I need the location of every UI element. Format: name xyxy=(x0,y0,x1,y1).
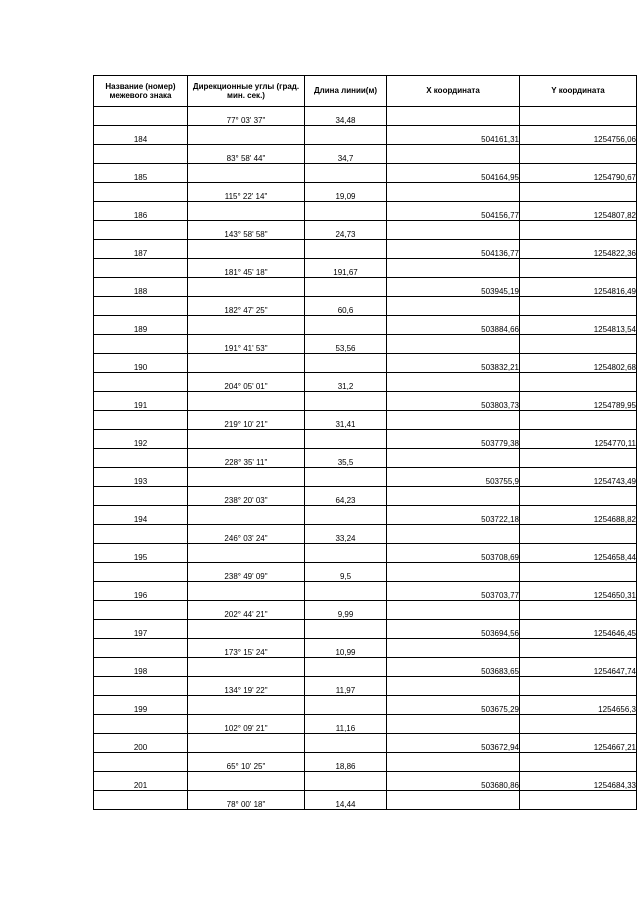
x-cell-empty xyxy=(387,753,520,772)
name-cell-empty xyxy=(94,411,188,430)
name-cell-empty xyxy=(94,183,188,202)
angle-cell-empty xyxy=(188,126,305,145)
angle-cell-empty xyxy=(188,582,305,601)
length-cell: 11,97 xyxy=(305,677,387,696)
angle-cell: 204° 05' 01" xyxy=(188,373,305,392)
y-coordinate-cell: 1254789,95 xyxy=(520,392,637,411)
point-name-cell: 193 xyxy=(94,468,188,487)
segment-row xyxy=(94,221,637,240)
y-coordinate-cell: 1254656,3 xyxy=(520,696,637,715)
x-cell-empty xyxy=(387,107,520,126)
angle-cell-empty xyxy=(188,734,305,753)
x-cell-empty xyxy=(387,373,520,392)
y-coordinate-cell: 1254688,82 xyxy=(520,506,637,525)
name-cell-empty xyxy=(94,677,188,696)
length-cell-empty xyxy=(305,316,387,335)
x-coordinate-cell: 503832,21 xyxy=(387,354,520,373)
x-cell-empty xyxy=(387,677,520,696)
boundary-coordinates-table xyxy=(93,75,637,810)
segment-row xyxy=(94,601,637,620)
length-cell: 35,5 xyxy=(305,449,387,468)
length-cell: 14,44 xyxy=(305,791,387,810)
point-row xyxy=(94,316,637,335)
x-coordinate-cell: 504156,77 xyxy=(387,202,520,221)
header-name: Название (номер) межевого знака xyxy=(94,76,188,107)
x-coordinate-cell: 503680,86 xyxy=(387,772,520,791)
point-row xyxy=(94,620,637,639)
angle-cell: 134° 19' 22" xyxy=(188,677,305,696)
y-cell-empty xyxy=(520,601,637,620)
length-cell: 33,24 xyxy=(305,525,387,544)
angle-cell: 102° 09' 21" xyxy=(188,715,305,734)
length-cell: 9,5 xyxy=(305,563,387,582)
y-coordinate-cell: 1254822,36 xyxy=(520,240,637,259)
point-name-cell: 184 xyxy=(94,126,188,145)
y-coordinate-cell: 1254647,74 xyxy=(520,658,637,677)
segment-row xyxy=(94,107,637,126)
name-cell-empty xyxy=(94,715,188,734)
length-cell-empty xyxy=(305,164,387,183)
y-cell-empty xyxy=(520,487,637,506)
y-coordinate-cell: 1254658,44 xyxy=(520,544,637,563)
x-cell-empty xyxy=(387,563,520,582)
angle-cell-empty xyxy=(188,544,305,563)
angle-cell-empty xyxy=(188,620,305,639)
point-row xyxy=(94,126,637,145)
x-cell-empty xyxy=(387,449,520,468)
angle-cell: 181° 45' 18" xyxy=(188,259,305,278)
length-cell-empty xyxy=(305,392,387,411)
length-cell-empty xyxy=(305,582,387,601)
segment-row xyxy=(94,753,637,772)
point-name-cell: 186 xyxy=(94,202,188,221)
length-cell: 53,56 xyxy=(305,335,387,354)
name-cell-empty xyxy=(94,335,188,354)
point-row xyxy=(94,202,637,221)
point-name-cell: 198 xyxy=(94,658,188,677)
x-cell-empty xyxy=(387,525,520,544)
point-row xyxy=(94,468,637,487)
length-cell-empty xyxy=(305,620,387,639)
y-cell-empty xyxy=(520,107,637,126)
name-cell-empty xyxy=(94,145,188,164)
point-name-cell: 200 xyxy=(94,734,188,753)
length-cell: 60,6 xyxy=(305,297,387,316)
length-cell: 31,41 xyxy=(305,411,387,430)
y-coordinate-cell: 1254756,06 xyxy=(520,126,637,145)
x-cell-empty xyxy=(387,601,520,620)
segment-row xyxy=(94,639,637,658)
length-cell: 19,09 xyxy=(305,183,387,202)
point-name-cell: 190 xyxy=(94,354,188,373)
name-cell-empty xyxy=(94,601,188,620)
point-row xyxy=(94,772,637,791)
name-cell-empty xyxy=(94,753,188,772)
point-row xyxy=(94,164,637,183)
y-coordinate-cell: 1254807,82 xyxy=(520,202,637,221)
length-cell: 9,99 xyxy=(305,601,387,620)
y-cell-empty xyxy=(520,297,637,316)
point-row xyxy=(94,278,637,297)
angle-cell-empty xyxy=(188,164,305,183)
x-coordinate-cell: 504164,95 xyxy=(387,164,520,183)
name-cell-empty xyxy=(94,297,188,316)
x-coordinate-cell: 503683,65 xyxy=(387,658,520,677)
length-cell-empty xyxy=(305,506,387,525)
angle-cell-empty xyxy=(188,202,305,221)
y-cell-empty xyxy=(520,525,637,544)
length-cell: 11,16 xyxy=(305,715,387,734)
x-coordinate-cell: 504136,77 xyxy=(387,240,520,259)
length-cell-empty xyxy=(305,772,387,791)
header-length: Длина линии(м) xyxy=(305,76,387,107)
y-cell-empty xyxy=(520,335,637,354)
y-cell-empty xyxy=(520,183,637,202)
length-cell: 31,2 xyxy=(305,373,387,392)
angle-cell: 83° 58' 44" xyxy=(188,145,305,164)
y-coordinate-cell: 1254646,45 xyxy=(520,620,637,639)
point-row xyxy=(94,430,637,449)
name-cell-empty xyxy=(94,221,188,240)
length-cell-empty xyxy=(305,240,387,259)
angle-cell: 238° 20' 03" xyxy=(188,487,305,506)
x-cell-empty xyxy=(387,145,520,164)
angle-cell-empty xyxy=(188,772,305,791)
y-coordinate-cell: 1254743,49 xyxy=(520,468,637,487)
x-cell-empty xyxy=(387,297,520,316)
y-coordinate-cell: 1254790,67 xyxy=(520,164,637,183)
segment-row xyxy=(94,677,637,696)
point-name-cell: 194 xyxy=(94,506,188,525)
length-cell-empty xyxy=(305,354,387,373)
name-cell-empty xyxy=(94,487,188,506)
segment-row xyxy=(94,791,637,810)
point-row xyxy=(94,392,637,411)
length-cell-empty xyxy=(305,278,387,297)
x-cell-empty xyxy=(387,259,520,278)
angle-cell: 143° 58' 58" xyxy=(188,221,305,240)
length-cell-empty xyxy=(305,468,387,487)
name-cell-empty xyxy=(94,791,188,810)
segment-row xyxy=(94,487,637,506)
angle-cell: 202° 44' 21" xyxy=(188,601,305,620)
segment-row xyxy=(94,715,637,734)
y-coordinate-cell: 1254684,33 xyxy=(520,772,637,791)
y-coordinate-cell: 1254667,21 xyxy=(520,734,637,753)
length-cell: 191,67 xyxy=(305,259,387,278)
point-name-cell: 197 xyxy=(94,620,188,639)
length-cell-empty xyxy=(305,126,387,145)
x-cell-empty xyxy=(387,487,520,506)
x-coordinate-cell: 503675,29 xyxy=(387,696,520,715)
x-coordinate-cell: 503755,9 xyxy=(387,468,520,487)
angle-cell: 77° 03' 37" xyxy=(188,107,305,126)
point-row xyxy=(94,582,637,601)
y-coordinate-cell: 1254770,11 xyxy=(520,430,637,449)
segment-row xyxy=(94,183,637,202)
length-cell: 18,86 xyxy=(305,753,387,772)
x-coordinate-cell: 504161,31 xyxy=(387,126,520,145)
point-row xyxy=(94,354,637,373)
name-cell-empty xyxy=(94,639,188,658)
angle-cell-empty xyxy=(188,392,305,411)
x-coordinate-cell: 503779,38 xyxy=(387,430,520,449)
length-cell: 34,48 xyxy=(305,107,387,126)
x-cell-empty xyxy=(387,791,520,810)
x-coordinate-cell: 503945,19 xyxy=(387,278,520,297)
length-cell-empty xyxy=(305,430,387,449)
x-coordinate-cell: 503672,94 xyxy=(387,734,520,753)
name-cell-empty xyxy=(94,259,188,278)
segment-row xyxy=(94,297,637,316)
y-cell-empty xyxy=(520,221,637,240)
point-row xyxy=(94,544,637,563)
length-cell: 10,99 xyxy=(305,639,387,658)
length-cell-empty xyxy=(305,734,387,753)
length-cell: 34,7 xyxy=(305,145,387,164)
angle-cell-empty xyxy=(188,240,305,259)
length-cell-empty xyxy=(305,658,387,677)
point-name-cell: 196 xyxy=(94,582,188,601)
x-coordinate-cell: 503722,18 xyxy=(387,506,520,525)
y-cell-empty xyxy=(520,791,637,810)
angle-cell-empty xyxy=(188,316,305,335)
x-cell-empty xyxy=(387,715,520,734)
y-cell-empty xyxy=(520,715,637,734)
angle-cell: 182° 47' 25" xyxy=(188,297,305,316)
angle-cell: 191° 41' 53" xyxy=(188,335,305,354)
y-cell-empty xyxy=(520,753,637,772)
point-name-cell: 187 xyxy=(94,240,188,259)
x-coordinate-cell: 503694,56 xyxy=(387,620,520,639)
segment-row xyxy=(94,525,637,544)
angle-cell-empty xyxy=(188,354,305,373)
point-name-cell: 192 xyxy=(94,430,188,449)
angle-cell: 238° 49' 09" xyxy=(188,563,305,582)
y-cell-empty xyxy=(520,373,637,392)
x-coordinate-cell: 503708,69 xyxy=(387,544,520,563)
x-coordinate-cell: 503703,77 xyxy=(387,582,520,601)
angle-cell: 65° 10' 25" xyxy=(188,753,305,772)
segment-row xyxy=(94,449,637,468)
x-coordinate-cell: 503884,66 xyxy=(387,316,520,335)
x-cell-empty xyxy=(387,639,520,658)
point-row xyxy=(94,658,637,677)
segment-row xyxy=(94,335,637,354)
x-cell-empty xyxy=(387,221,520,240)
length-cell: 24,73 xyxy=(305,221,387,240)
y-coordinate-cell: 1254802,68 xyxy=(520,354,637,373)
point-name-cell: 185 xyxy=(94,164,188,183)
segment-row xyxy=(94,145,637,164)
name-cell-empty xyxy=(94,525,188,544)
segment-row xyxy=(94,563,637,582)
y-cell-empty xyxy=(520,639,637,658)
point-name-cell: 189 xyxy=(94,316,188,335)
y-coordinate-cell: 1254813,54 xyxy=(520,316,637,335)
angle-cell: 228° 35' 11" xyxy=(188,449,305,468)
segment-row xyxy=(94,259,637,278)
y-cell-empty xyxy=(520,563,637,582)
x-cell-empty xyxy=(387,183,520,202)
header-y: Y координата xyxy=(520,76,637,107)
angle-cell-empty xyxy=(188,506,305,525)
angle-cell: 246° 03' 24" xyxy=(188,525,305,544)
angle-cell: 115° 22' 14" xyxy=(188,183,305,202)
y-cell-empty xyxy=(520,677,637,696)
point-name-cell: 188 xyxy=(94,278,188,297)
point-name-cell: 191 xyxy=(94,392,188,411)
angle-cell-empty xyxy=(188,430,305,449)
angle-cell-empty xyxy=(188,468,305,487)
segment-row xyxy=(94,373,637,392)
y-cell-empty xyxy=(520,411,637,430)
header-x: X координата xyxy=(387,76,520,107)
name-cell-empty xyxy=(94,373,188,392)
point-name-cell: 201 xyxy=(94,772,188,791)
angle-cell: 78° 00' 18" xyxy=(188,791,305,810)
length-cell: 64,23 xyxy=(305,487,387,506)
x-coordinate-cell: 503803,73 xyxy=(387,392,520,411)
point-row xyxy=(94,506,637,525)
name-cell-empty xyxy=(94,107,188,126)
length-cell-empty xyxy=(305,544,387,563)
y-coordinate-cell: 1254650,31 xyxy=(520,582,637,601)
x-cell-empty xyxy=(387,411,520,430)
angle-cell-empty xyxy=(188,278,305,297)
point-row xyxy=(94,696,637,715)
header-row xyxy=(94,76,637,107)
point-name-cell: 199 xyxy=(94,696,188,715)
segment-row xyxy=(94,411,637,430)
length-cell-empty xyxy=(305,696,387,715)
point-row xyxy=(94,734,637,753)
header-angle: Дирекционные углы (град. мин. сек.) xyxy=(188,76,305,107)
angle-cell: 173° 15' 24" xyxy=(188,639,305,658)
y-coordinate-cell: 1254816,49 xyxy=(520,278,637,297)
length-cell-empty xyxy=(305,202,387,221)
point-name-cell: 195 xyxy=(94,544,188,563)
x-cell-empty xyxy=(387,335,520,354)
angle-cell: 219° 10' 21" xyxy=(188,411,305,430)
y-cell-empty xyxy=(520,449,637,468)
angle-cell-empty xyxy=(188,696,305,715)
y-cell-empty xyxy=(520,145,637,164)
name-cell-empty xyxy=(94,563,188,582)
y-cell-empty xyxy=(520,259,637,278)
angle-cell-empty xyxy=(188,658,305,677)
point-row xyxy=(94,240,637,259)
name-cell-empty xyxy=(94,449,188,468)
